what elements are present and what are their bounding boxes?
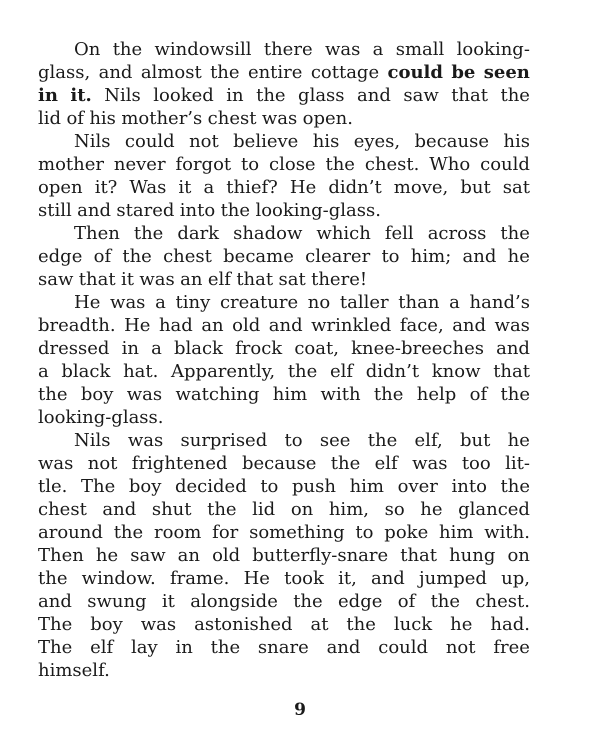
text-line xyxy=(38,383,530,406)
word: watching xyxy=(175,384,260,405)
word: the xyxy=(293,591,323,612)
word: around xyxy=(38,522,103,543)
word: the xyxy=(38,568,68,589)
word: in xyxy=(121,338,139,359)
word: so xyxy=(384,499,405,520)
word: the xyxy=(210,62,240,83)
word: was xyxy=(139,269,175,290)
word: poke xyxy=(384,522,429,543)
word: stared xyxy=(116,200,175,221)
word: Then xyxy=(74,223,120,244)
word: he xyxy=(420,499,443,520)
word: because xyxy=(241,453,317,474)
word: a xyxy=(449,292,460,313)
word: the xyxy=(500,223,530,244)
word: small xyxy=(395,39,445,60)
word: a xyxy=(372,39,384,60)
word: He xyxy=(243,568,270,589)
word: elf, xyxy=(414,430,443,451)
word: lit- xyxy=(505,453,530,474)
text-line xyxy=(38,659,530,682)
word: frightened xyxy=(131,453,228,474)
word: old xyxy=(232,315,261,336)
word: looking-glass. xyxy=(38,407,164,428)
word: boy xyxy=(90,614,123,635)
word: thief? xyxy=(226,177,278,198)
word: hung xyxy=(449,545,496,566)
word: edge xyxy=(38,246,83,267)
word: an xyxy=(201,315,224,336)
word: chest. xyxy=(364,154,420,175)
word: the xyxy=(330,453,361,474)
word: was xyxy=(324,39,361,60)
word: luck xyxy=(393,614,433,635)
text-line xyxy=(38,337,530,360)
word: frock xyxy=(235,338,283,359)
word: dark xyxy=(177,223,220,244)
word: too xyxy=(461,453,491,474)
word: a xyxy=(203,177,215,198)
word: not xyxy=(189,131,219,152)
word: that xyxy=(400,545,438,566)
word: was xyxy=(110,292,146,313)
word: cottage xyxy=(310,62,380,83)
word: was xyxy=(412,453,448,474)
word: and xyxy=(370,568,405,589)
word: Was xyxy=(129,177,167,198)
word: him, xyxy=(328,499,369,520)
word: tle. xyxy=(38,476,68,497)
word: the xyxy=(256,85,286,106)
word: it? xyxy=(94,177,118,198)
word: something xyxy=(249,522,345,543)
word: the xyxy=(325,154,355,175)
word: an xyxy=(180,269,203,290)
word: had. xyxy=(490,614,530,635)
word: sat xyxy=(278,269,306,290)
word: and xyxy=(326,637,361,658)
word: black xyxy=(61,361,111,382)
word: there! xyxy=(311,269,368,290)
word: and xyxy=(496,338,530,359)
word: forgot xyxy=(175,154,232,175)
word: alongside xyxy=(190,591,278,612)
word: and xyxy=(357,85,391,106)
word: into xyxy=(451,476,487,497)
word: taller xyxy=(339,292,389,313)
word: On xyxy=(74,39,101,60)
text-line xyxy=(38,613,530,636)
word: open xyxy=(38,177,83,198)
word: entire xyxy=(247,62,303,83)
word: old xyxy=(212,545,241,566)
word: was xyxy=(127,430,164,451)
word: see xyxy=(319,430,351,451)
text-line xyxy=(38,291,530,314)
word: it xyxy=(120,269,134,290)
word: the xyxy=(122,246,152,267)
bold-word: in xyxy=(38,85,58,106)
word: edge xyxy=(338,591,383,612)
word: his xyxy=(89,108,116,129)
word: with. xyxy=(484,522,530,543)
word: of xyxy=(66,108,84,129)
word: frame. xyxy=(169,568,230,589)
word: black xyxy=(173,338,223,359)
word: saw xyxy=(38,269,74,290)
text-line xyxy=(38,222,530,245)
word: there xyxy=(263,39,313,60)
word: chest. xyxy=(475,591,530,612)
word: sat xyxy=(502,177,530,198)
bold-word: it. xyxy=(70,85,92,106)
word: was xyxy=(261,108,298,129)
word: but xyxy=(459,430,491,451)
word: free xyxy=(493,637,530,658)
word: he xyxy=(95,545,119,566)
word: the xyxy=(367,430,398,451)
word: to xyxy=(381,246,400,267)
word: decided xyxy=(175,476,247,497)
word: didn’t xyxy=(365,361,420,382)
word: than xyxy=(398,292,440,313)
word: clearer xyxy=(305,246,371,267)
word: close xyxy=(269,154,316,175)
word: astonished xyxy=(194,614,293,635)
word: to xyxy=(260,476,279,497)
word: butterfly-snare xyxy=(252,545,389,566)
text-line xyxy=(38,360,530,383)
word: face, xyxy=(399,315,444,336)
word: mother xyxy=(38,154,104,175)
word: creature xyxy=(219,292,299,313)
word: the xyxy=(500,85,530,106)
bold-word: could xyxy=(387,62,443,83)
word: had xyxy=(158,315,193,336)
word: it, xyxy=(338,568,357,589)
text-line xyxy=(38,475,530,498)
word: coat, xyxy=(294,338,339,359)
word: could xyxy=(480,154,530,175)
word: at xyxy=(310,614,329,635)
word: across xyxy=(427,223,487,244)
word: lid xyxy=(38,108,62,129)
word: became xyxy=(223,246,294,267)
word: the xyxy=(287,361,318,382)
word: not xyxy=(445,637,476,658)
word: that xyxy=(78,269,116,290)
word: Apparently, xyxy=(171,361,276,382)
word: looking- xyxy=(456,39,530,60)
word: Nils xyxy=(74,131,111,152)
word: the xyxy=(346,614,376,635)
word: to xyxy=(241,154,260,175)
word: with xyxy=(320,384,361,405)
word: an xyxy=(177,545,200,566)
word: to xyxy=(355,522,374,543)
word: and xyxy=(102,499,137,520)
page-body xyxy=(38,38,530,682)
word: help xyxy=(416,384,457,405)
word: in xyxy=(175,637,193,658)
word: almost xyxy=(140,62,202,83)
word: the xyxy=(38,384,68,405)
word: up, xyxy=(501,568,530,589)
word: elf xyxy=(207,269,231,290)
text-line xyxy=(38,130,530,153)
word: fell xyxy=(384,223,414,244)
word: could xyxy=(124,131,175,152)
text-line xyxy=(38,38,530,61)
word: believe xyxy=(233,131,299,152)
word: him xyxy=(439,522,474,543)
word: a xyxy=(155,292,166,313)
text-line xyxy=(38,429,530,452)
word: the xyxy=(210,637,241,658)
word: Then xyxy=(38,545,84,566)
word: was xyxy=(494,315,530,336)
word: The xyxy=(80,476,116,497)
word: elf xyxy=(374,453,398,474)
text-line xyxy=(38,521,530,544)
word: was xyxy=(140,614,177,635)
text-line xyxy=(38,636,530,659)
text-line xyxy=(38,567,530,590)
bold-word: seen xyxy=(483,62,530,83)
word: open. xyxy=(302,108,353,129)
word: he xyxy=(450,614,473,635)
word: his xyxy=(503,131,530,152)
word: his xyxy=(312,131,340,152)
word: shut xyxy=(151,499,192,520)
word: chest xyxy=(38,499,87,520)
word: windowsill xyxy=(154,39,252,60)
word: and xyxy=(98,62,133,83)
text-line xyxy=(38,268,530,291)
word: saw xyxy=(403,85,439,106)
word: that xyxy=(236,269,274,290)
word: dressed xyxy=(38,338,110,359)
text-line xyxy=(38,544,530,567)
word: that xyxy=(451,85,488,106)
word: boy xyxy=(128,476,162,497)
word: he xyxy=(507,430,530,451)
word: but xyxy=(460,177,491,198)
text-line xyxy=(38,107,530,130)
word: and xyxy=(268,315,303,336)
text-line xyxy=(38,590,530,613)
word: the xyxy=(112,39,143,60)
word: He xyxy=(289,177,317,198)
word: a xyxy=(38,361,49,382)
word: him xyxy=(272,384,308,405)
text-line xyxy=(38,176,530,199)
page-number: 9 xyxy=(294,700,306,720)
word: was xyxy=(38,453,74,474)
word: wrinkled xyxy=(311,315,392,336)
word: looking-glass. xyxy=(255,200,381,221)
word: the xyxy=(133,223,164,244)
word: glass, xyxy=(38,62,91,83)
word: didn’t xyxy=(328,177,382,198)
text-line xyxy=(38,498,530,521)
word: on xyxy=(290,499,314,520)
word: into xyxy=(179,200,216,221)
word: shadow xyxy=(233,223,303,244)
word: and xyxy=(452,315,487,336)
word: knee-breeches xyxy=(351,338,484,359)
word: because xyxy=(414,131,490,152)
word: still xyxy=(38,200,72,221)
word: him xyxy=(349,476,384,497)
word: and xyxy=(38,591,72,612)
word: lay xyxy=(130,637,158,658)
word: know xyxy=(431,361,481,382)
word: hand’s xyxy=(469,292,530,313)
word: the xyxy=(500,476,530,497)
word: Who xyxy=(429,154,471,175)
word: he xyxy=(507,246,530,267)
word: mother’s xyxy=(121,108,203,129)
word: eyes, xyxy=(353,131,401,152)
text-line xyxy=(38,199,530,222)
word: chest xyxy=(207,108,257,129)
word: the xyxy=(373,384,404,405)
word: The xyxy=(38,614,73,635)
word: lid xyxy=(252,499,276,520)
word: the xyxy=(220,200,251,221)
word: himself. xyxy=(38,660,110,681)
word: the xyxy=(430,591,461,612)
word: that xyxy=(493,361,530,382)
word: elf xyxy=(90,637,114,658)
word: surprised xyxy=(180,430,268,451)
word: it xyxy=(161,591,175,612)
word: which xyxy=(316,223,371,244)
word: the xyxy=(207,499,237,520)
word: to xyxy=(284,430,303,451)
word: tiny xyxy=(175,292,211,313)
word: a xyxy=(151,338,162,359)
word: swung xyxy=(87,591,147,612)
word: Nils xyxy=(104,85,141,106)
word: of xyxy=(93,246,112,267)
word: hat. xyxy=(123,361,159,382)
word: saw xyxy=(130,545,166,566)
word: in xyxy=(226,85,244,106)
text-line xyxy=(38,452,530,475)
text-line xyxy=(38,314,530,337)
word: could xyxy=(378,637,429,658)
word: looked xyxy=(153,85,214,106)
word: chest xyxy=(163,246,212,267)
text-line xyxy=(38,245,530,268)
text-line xyxy=(38,153,530,176)
word: it xyxy=(178,177,192,198)
word: Nils xyxy=(74,430,111,451)
word: over xyxy=(397,476,438,497)
word: move, xyxy=(393,177,449,198)
word: room xyxy=(154,522,202,543)
word: him; xyxy=(410,246,452,267)
text-line xyxy=(38,84,530,107)
word: The xyxy=(38,637,73,658)
text-line xyxy=(38,61,530,84)
word: snare xyxy=(257,637,309,658)
word: was xyxy=(126,384,163,405)
word: He xyxy=(124,315,151,336)
word: window. xyxy=(81,568,156,589)
word: boy xyxy=(80,384,114,405)
word: on xyxy=(507,545,530,566)
word: breadth. xyxy=(38,315,116,336)
word: push xyxy=(292,476,336,497)
word: the xyxy=(500,384,530,405)
text-line xyxy=(38,406,530,429)
word: never xyxy=(113,154,166,175)
word: glass xyxy=(298,85,345,106)
bold-word: be xyxy=(451,62,476,83)
word: the xyxy=(113,522,144,543)
word: glanced xyxy=(458,499,530,520)
word: jumped xyxy=(419,568,487,589)
word: not xyxy=(87,453,118,474)
word: He xyxy=(74,292,101,313)
word: and xyxy=(462,246,497,267)
word: no xyxy=(307,292,331,313)
word: elf xyxy=(329,361,354,382)
word: took xyxy=(284,568,324,589)
word: and xyxy=(77,200,111,221)
word: of xyxy=(469,384,488,405)
word: for xyxy=(212,522,239,543)
word: of xyxy=(397,591,416,612)
